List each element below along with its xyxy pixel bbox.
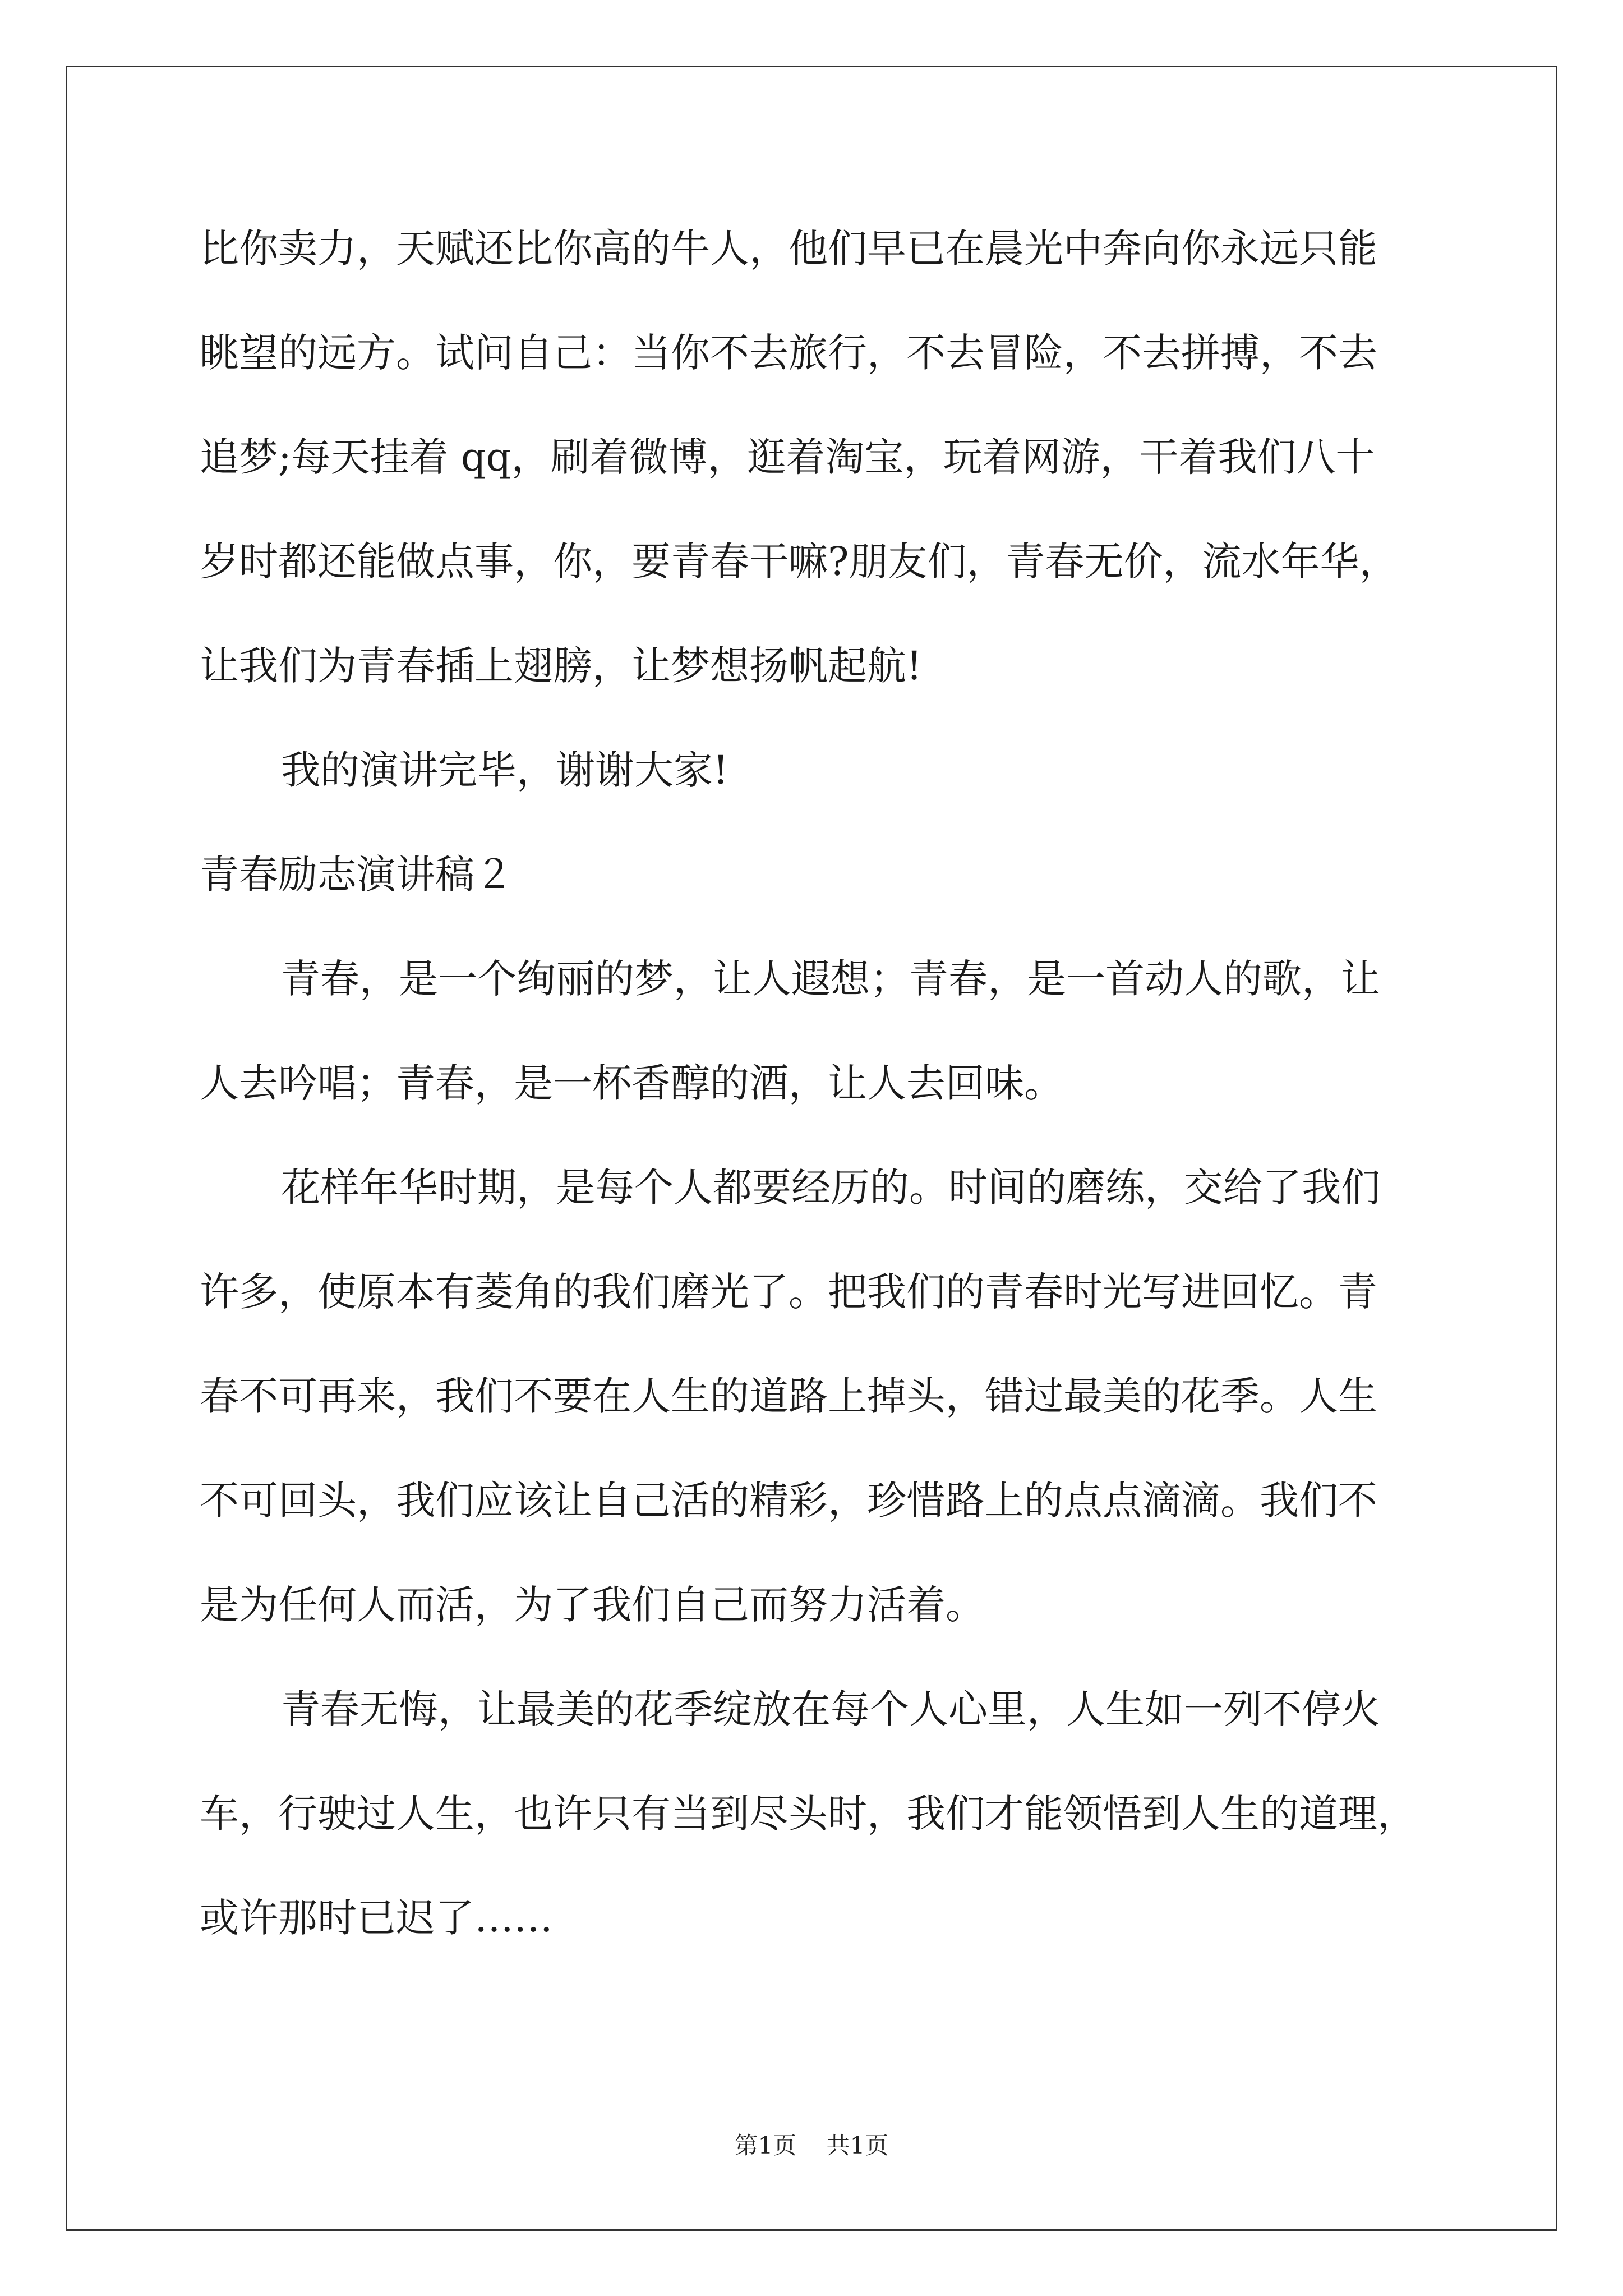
text-line: 岁时都还能做点事，你，要青春干嘛?朋友们，青春无价，流水年华， <box>200 539 1399 585</box>
text-line: 或许那时已迟了…… <box>200 1895 553 1941</box>
text-line: 花样年华时期，是每个人都要经历的。时间的磨练，交给了我们 <box>281 1165 1380 1211</box>
text-line: 青春，是一个绚丽的梦，让人遐想；青春，是一首动人的歌，让 <box>281 956 1380 1002</box>
text-line: 追梦;每天挂着 qq，刷着微博，逛着淘宝，玩着网游，干着我们八十 <box>200 434 1375 480</box>
text-line: 眺望的远方。试问自己：当你不去旅行，不去冒险，不去拼搏，不去 <box>200 330 1377 376</box>
page-footer <box>0 2129 1623 2162</box>
text-line: 不可回头，我们应该让自己活的精彩，珍惜路上的点点滴滴。我们不 <box>200 1478 1377 1524</box>
document-body <box>200 196 1450 1970</box>
text-line: 人去吟唱；青春，是一杯香醇的酒，让人去回味。 <box>200 1060 1063 1106</box>
section-heading: 青春励志演讲稿２ <box>200 852 514 898</box>
text-line: 青春无悔，让最美的花季绽放在每个人心里，人生如一列不停火 <box>281 1686 1380 1732</box>
text-line: 是为任何人而活，为了我们自己而努力活着。 <box>200 1582 985 1628</box>
page-total: 共1页 <box>826 2132 889 2159</box>
page-number: 第1页 <box>734 2132 797 2159</box>
text-line: 让我们为青春插上翅膀，让梦想扬帆起航! <box>200 643 923 689</box>
text-line: 春不可再来，我们不要在人生的道路上掉头，错过最美的花季。人生 <box>200 1373 1377 1419</box>
text-line: 我的演讲完毕，谢谢大家! <box>281 747 729 793</box>
text-line: 比你卖力，天赋还比你高的牛人，他们早已在晨光中奔向你永远只能 <box>200 226 1377 272</box>
text-line: 许多，使原本有菱角的我们磨光了。把我们的青春时光写进回忆。青 <box>200 1269 1377 1315</box>
text-line: 车，行驶过人生，也许只有当到尽头时，我们才能领悟到人生的道理， <box>200 1791 1417 1837</box>
